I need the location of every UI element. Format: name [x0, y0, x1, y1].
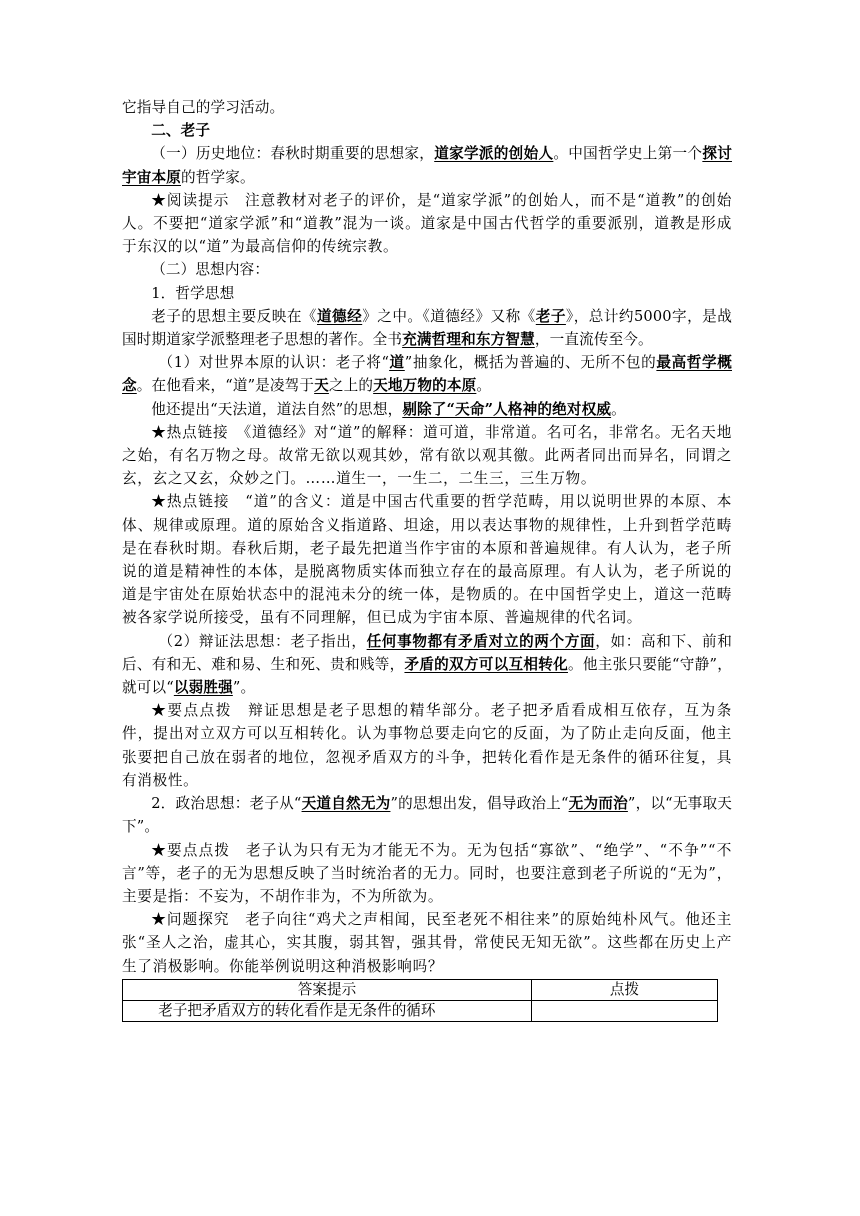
key-term: 老子	[535, 307, 566, 325]
key-term: 天地万物的本原	[373, 377, 477, 395]
key-point-wuwei: ★要点点拨 老子认为只有无为才能无不为。无为包括“寡欲”、“绝学”、“不争”“不言”等，老子的无为思想反映了当时统治者的无力。同时，也要注意到老子所说的“无为”，主要是指：不妄为，不胡作非为，不为所欲为。	[122, 841, 732, 905]
key-term: 道德经	[316, 307, 363, 325]
section-heading-laozi: 二、老子	[151, 122, 211, 140]
reading-tip: ★阅读提示 注意教材对老子的评价，是“道家学派”的创始人，而不是“道教”的创始人。不要把“道家学派”和“道教”混为一谈。道家是中国古代哲学的重要派别，道教是形成于东汉的以“道”为最高信仰的传统宗教。	[122, 191, 732, 256]
hotspot-link-dao-explanation: ★热点链接 《道德经》对“道”的解释：道可道，非常道。名可名，非常名。无名天地之始，有名万物之母。故常无欲以观其妙，常有欲以观其徼。此两者同出而异名，同谓之玄，玄之又玄，众妙之门。……道生一，一生二，二生三，三生万物。	[122, 423, 732, 488]
key-term: 任何事物都有矛盾对立的两个方面	[366, 632, 596, 650]
paragraph-dialectics: （2）辩证法思想：老子指出，任何事物都有矛盾对立的两个方面，如：高和下、前和后、有和无、难和易、生和死、贵和贱等，矛盾的双方可以互相转化。他主张只要能“守静”，就可以“以弱胜强”。	[122, 632, 732, 697]
paragraph-continuation: 它指导自己的学习活动。	[122, 99, 285, 116]
key-term: 剔除了“天命”人格神的绝对权威	[402, 400, 612, 418]
key-point-dialectics: ★要点点拨 辩证思想是老子思想的精华部分。老子把矛盾看成相互依存，互为条件，提出对立双方可以互相转化。认为事物总要走向它的反面，为了防止走向反面，他主张要把自己放在弱者的地位，忽视矛盾双方的斗争，把转化看作是无条件的循环往复，具有消极性。	[122, 702, 732, 789]
key-term: 充满哲理和东方智慧	[402, 331, 535, 349]
key-term: 探讨宇宙本原	[122, 145, 732, 186]
paragraph-political-thought: 2．政治思想：老子从“天道自然无为”的思想出发，倡导政治上“无为而治”，以“无事取天下”。	[122, 795, 733, 836]
paragraph-world-origin: （1）对世界本原的认识：老子将“道”抽象化，概括为普遍的、无所不包的最高哲学概念。在他看来，“道”是凌驾于天之上的天地万物的本原。	[122, 354, 732, 395]
key-term: 道	[389, 354, 405, 372]
table-header-answer: 答案提示	[123, 979, 532, 1000]
subsection-heading-philosophy: 1．哲学思想	[151, 284, 235, 302]
table-header-tip: 点拨	[532, 979, 718, 1000]
paragraph-historical-status: （一）历史地位：春秋时期重要的思想家，道家学派的创始人。中国哲学史上第一个探讨宇宙本原的哲学家。	[122, 145, 732, 186]
key-term: 天	[314, 377, 329, 395]
key-term: 矛盾的双方可以互相转化	[404, 655, 568, 673]
key-term: 最高哲学概念	[122, 354, 732, 395]
key-term: 天道自然无为	[301, 795, 391, 813]
document-page	[122, 96, 732, 1022]
key-term: 以弱胜强	[173, 679, 233, 697]
table-cell-tip	[532, 1000, 718, 1021]
key-term: 无为而治	[568, 795, 628, 813]
subsection-heading-thought: （二）思想内容：	[151, 261, 270, 279]
table-cell-answer: 老子把矛盾双方的转化看作是无条件的循环	[123, 1000, 532, 1021]
paragraph-daodejing: 老子的思想主要反映在《道德经》之中。《道德经》又称《老子》，总计约5000字，是战国时期道家学派整理老子思想的著作。全书充满哲理和东方智慧，一直流传至今。	[122, 307, 733, 349]
paragraph-tian-fa-dao: 他还提出“天法道，道法自然”的思想，剔除了“天命”人格神的绝对权威。	[151, 400, 626, 418]
answer-table	[122, 979, 718, 1022]
table-row	[123, 1000, 718, 1021]
key-term: 道家学派的创始人	[434, 145, 554, 163]
hotspot-link-dao-meaning: ★热点链接 “道”的含义：道是中国古代重要的哲学范畴，用以说明世界的本原、本体、规律或原理。道的原始含义指道路、坦途，用以表达事物的规律性，上升到哲学范畴是在春秋时期。春秋后期，老子最先把道当作宇宙的本原和普遍规律。有人认为，老子所说的道是精神性的本体，是脱离物质实体而独立存在的最高原理。有人认为，老子所说的道是宇宙处在原始状态中的混沌未分的统一体，是物质的。在中国哲学史上，道这一范畴被各家学说所接受，虽有不同理解，但已成为宇宙本原、普遍规律的代名词。	[122, 493, 732, 627]
table-header-row	[123, 979, 718, 1000]
question-inquiry: ★问题探究 老子向往“鸡犬之声相闻，民至老死不相往来”的原始纯朴风气。他还主张“圣人之治，虚其心，实其腹，弱其智，强其骨，常使民无知无欲”。这些都在历史上产生了消极影响。你能举例说明这种消极影响吗？	[122, 911, 732, 975]
